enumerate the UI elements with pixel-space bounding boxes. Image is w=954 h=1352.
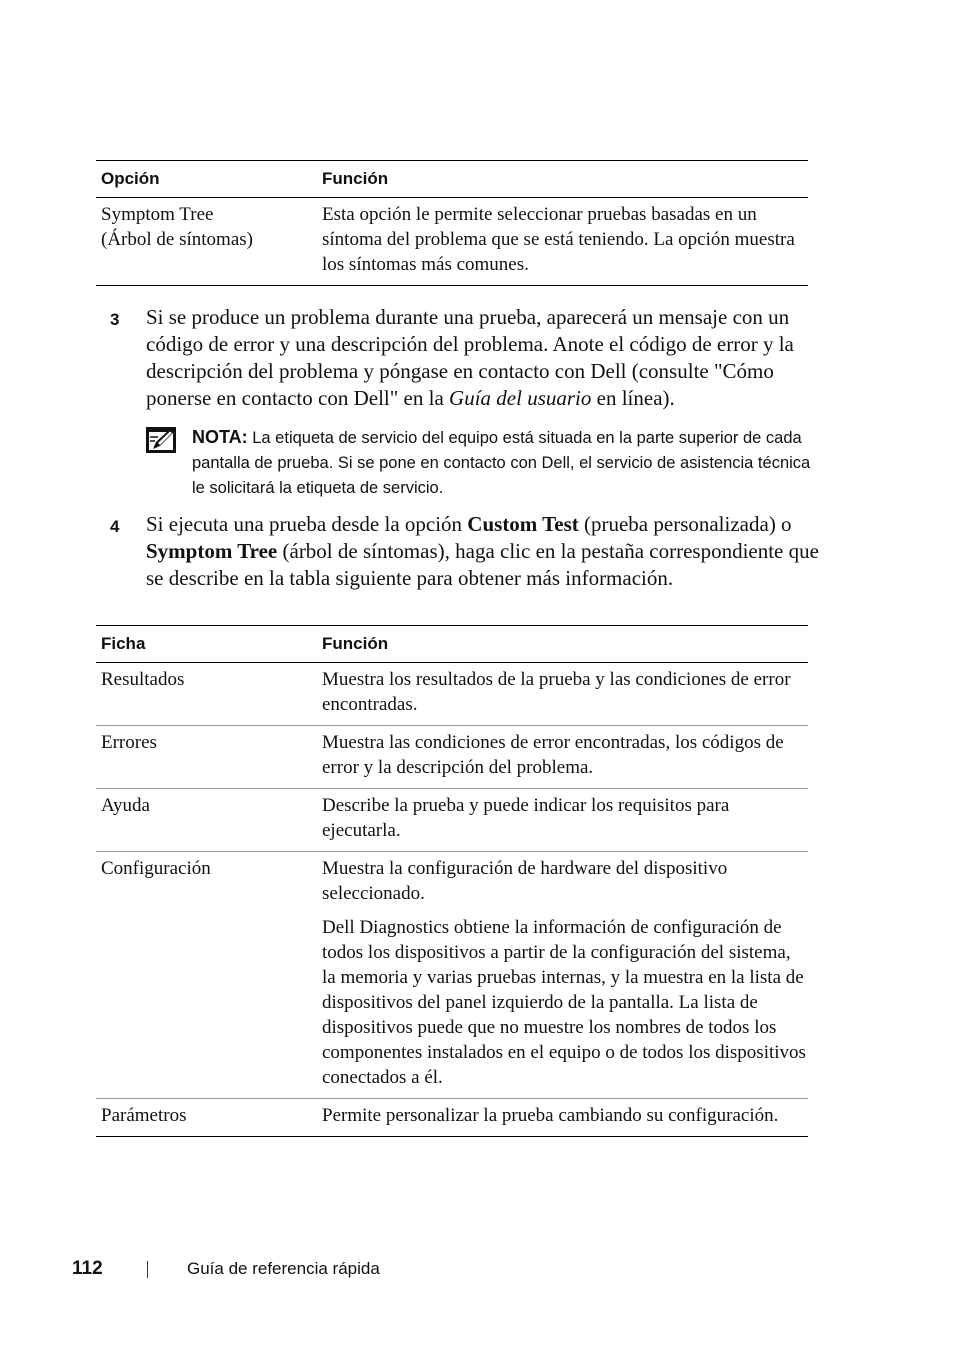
function-cell [317,789,808,851]
tab-cell: Configuración [101,858,211,879]
column-header-tab: Ficha [101,634,146,653]
function-cell [317,1099,808,1136]
function-text: Permite personalizar la prueba cambiando su configuración. [322,1105,779,1126]
option-cell: Symptom Tree (Árbol de síntomas) [101,204,253,250]
function-cell [317,663,808,725]
step-number: 3 [110,310,120,329]
column-header-function: Función [322,169,389,188]
note-text [192,425,826,501]
tab-cell: Ayuda [101,795,150,816]
table-row [96,663,808,726]
options-table [96,160,808,286]
symptom-tree-label: Symptom Tree [146,539,278,563]
function-text: Muestra los resultados de la prueba y las condiciones de error encontradas. [322,669,791,715]
table-header [96,160,808,198]
step-text-part: en línea). [591,386,675,410]
function-cell [317,852,808,1098]
page-number: 112 [72,1258,103,1279]
step-3 [110,304,822,412]
note-callout [146,425,826,501]
step-4 [110,511,822,592]
tabs-table [96,625,808,1137]
table-header [96,625,808,663]
table-row [96,789,808,852]
column-header-function: Función [322,634,389,653]
column-header-option: Opción [101,169,160,188]
footer-divider [147,1261,148,1278]
page-footer [0,1258,954,1282]
function-text: Dell Diagnostics obtiene la información de configuración de todos los dispositivos a partir de la configuración del sistema, la memoria y varias pruebas internas, y la muestra en la lista de dispositivos del panel izquierdo de la pantalla. La lista de dispositivos puede que no muestre los nombres de todos los componentes instalados en el equipo o de todos los dispositivos conectados a él. [322,917,806,1088]
function-text: Describe la prueba y puede indicar los requisitos para ejecutarla. [322,795,730,841]
footer-title: Guía de referencia rápida [187,1259,380,1278]
custom-test-label: Custom Test [467,512,579,536]
step-number: 4 [110,517,120,536]
table-row [96,852,808,1099]
function-cell: Esta opción le permite seleccionar pruebas basadas en un síntoma del problema que se está teniendo. La opción muestra los síntomas más comunes. [322,204,795,275]
function-text: Muestra las condiciones de error encontradas, los códigos de error y la descripción del problema. [322,732,784,778]
tab-cell: Errores [101,732,157,753]
tab-cell: Resultados [101,669,185,690]
function-text: Muestra la configuración de hardware del dispositivo seleccionado. [322,858,728,904]
note-label: NOTA: [192,427,248,447]
step-text-part: (árbol de síntomas), haga clic en la pestaña correspondiente que se describe en la tabla siguiente para obtener más información. [146,539,819,590]
step-text-part: (prueba personalizada) o [578,512,792,536]
step-text [146,304,822,412]
table-row [96,726,808,789]
function-cell [317,726,808,788]
step-text-part: Si se produce un problema durante una prueba, aparecerá un mensaje con un código de error y una descripción del problema. Anote el código de error y la descripción del problema y póngase en contacto con Dell (consulte "Cómo ponerse en contacto con Dell" en la [146,305,794,410]
step-text [146,511,822,592]
note-pencil-icon [146,427,176,453]
guide-reference: Guía del usuario [449,386,592,410]
tab-cell: Parámetros [101,1105,187,1126]
step-text-part: Si ejecuta una prueba desde la opción [146,512,468,536]
table-row [96,198,808,286]
table-row [96,1099,808,1137]
note-body: La etiqueta de servicio del equipo está situada en la parte superior de cada pantalla de prueba. Si se pone en contacto con Dell, el servicio de asistencia técnica le solicitará la etiqueta de servicio. [192,429,811,497]
